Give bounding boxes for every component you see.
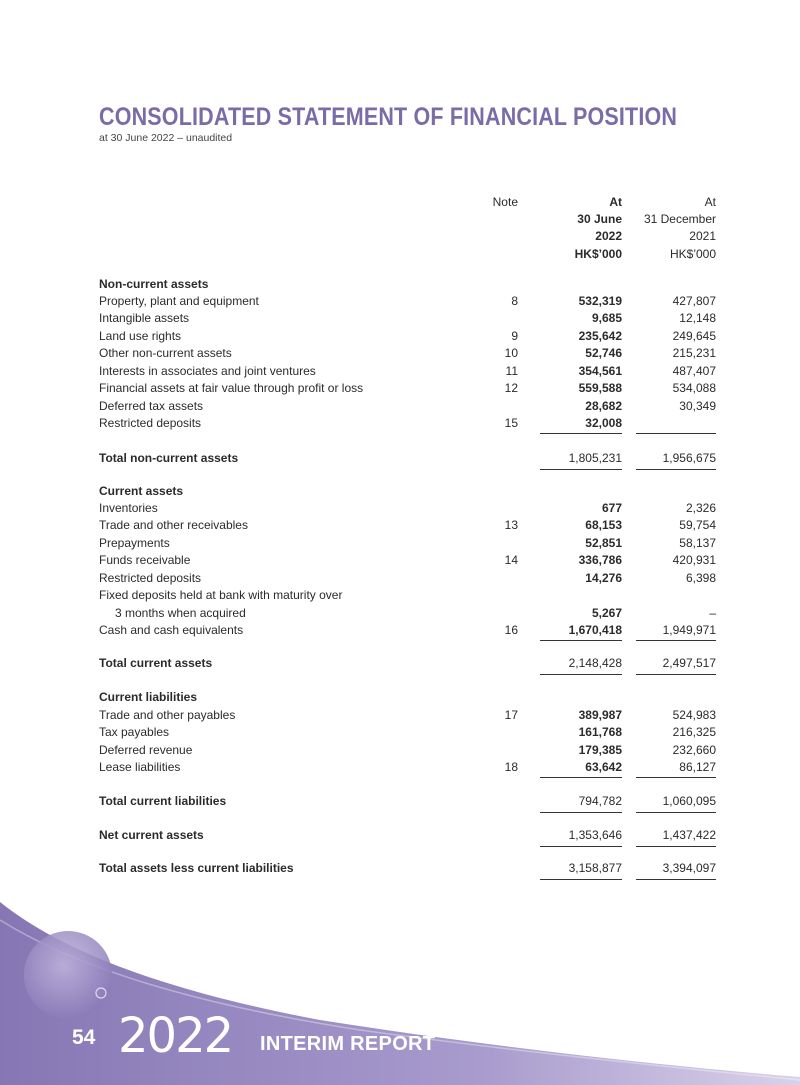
- current-column-header-line1: At: [609, 195, 622, 209]
- total-rule: [540, 469, 622, 470]
- row-prior-value: 524,983: [672, 708, 716, 722]
- row-note: 8: [511, 294, 518, 308]
- row-prior-value: 420,931: [672, 553, 716, 567]
- total-row: [0, 827, 800, 844]
- section-heading: [0, 689, 800, 706]
- row-note: 10: [504, 346, 518, 360]
- column-header-row-4: [0, 246, 800, 263]
- total-rule: [636, 812, 716, 813]
- total-rule: [540, 812, 622, 813]
- table-row: [0, 517, 800, 534]
- current-column-header-line2: 30 June: [577, 212, 622, 226]
- row-current-value: 9,685: [591, 311, 622, 325]
- prior-column-header-line1: At: [704, 195, 716, 209]
- report-label: INTERIM REPORT: [260, 1033, 436, 1055]
- total-current-value: 794,782: [578, 794, 622, 808]
- total-label: Total non-current assets: [99, 451, 239, 465]
- current-column-header-line4: HK$’000: [574, 247, 622, 261]
- subtotal-rule: [636, 433, 716, 434]
- prior-column-header-line3: 2021: [689, 229, 716, 243]
- row-label: Financial assets at fair value through profit or loss: [99, 381, 364, 395]
- row-label: Trade and other payables: [99, 708, 236, 722]
- row-label: Interests in associates and joint ventures: [99, 364, 316, 378]
- total-row: [0, 860, 800, 877]
- total-rule: [636, 469, 716, 470]
- row-label: Property, plant and equipment: [99, 294, 259, 308]
- row-label: Land use rights: [99, 329, 182, 343]
- total-prior-value: 2,497,517: [662, 656, 716, 670]
- row-current-value: 532,319: [578, 294, 622, 308]
- table-row: [0, 587, 800, 604]
- table-row: [0, 398, 800, 415]
- total-rule: [636, 674, 716, 675]
- table-row: [0, 415, 800, 432]
- row-current-value: 161,768: [578, 725, 622, 739]
- table-row: [0, 380, 800, 397]
- row-label: Intangible assets: [99, 311, 190, 325]
- row-label: Deferred tax assets: [99, 399, 204, 413]
- section-heading-label: Current liabilities: [99, 690, 198, 704]
- prior-column-header-line2: 31 December: [643, 212, 716, 226]
- row-label: Inventories: [99, 501, 158, 515]
- total-prior-value: 3,394,097: [662, 861, 716, 875]
- total-label: Total assets less current liabilities: [99, 861, 294, 875]
- row-current-value: 32,008: [585, 416, 622, 430]
- row-prior-value: 2,326: [685, 501, 716, 515]
- row-note: 12: [504, 381, 518, 395]
- row-prior-value: 487,407: [672, 364, 716, 378]
- table-row: [0, 605, 800, 622]
- row-prior-value: 232,660: [672, 743, 716, 757]
- row-current-value: 28,682: [585, 399, 622, 413]
- decorative-orb: [24, 931, 112, 1019]
- total-rule: [636, 846, 716, 847]
- row-current-value: 179,385: [578, 743, 622, 757]
- table-row: [0, 742, 800, 759]
- row-current-value: 52,851: [585, 536, 622, 550]
- table-row: [0, 310, 800, 327]
- row-current-value: 68,153: [585, 518, 622, 532]
- row-prior-value: 6,398: [685, 571, 716, 585]
- row-prior-value: 59,754: [679, 518, 716, 532]
- row-prior-value: 216,325: [672, 725, 716, 739]
- total-row: [0, 655, 800, 672]
- row-current-value: 63,642: [585, 760, 622, 774]
- table-row: [0, 622, 800, 639]
- total-row: [0, 450, 800, 467]
- row-label: Lease liabilities: [99, 760, 181, 774]
- table-row: [0, 724, 800, 741]
- row-note: 17: [504, 708, 518, 722]
- table-row: [0, 500, 800, 517]
- row-current-value: 677: [601, 501, 622, 515]
- column-header-row-2: [0, 211, 800, 228]
- row-prior-value: 86,127: [679, 760, 716, 774]
- row-prior-value: 427,807: [672, 294, 716, 308]
- total-rule: [540, 846, 622, 847]
- row-label: Restricted deposits: [99, 571, 202, 585]
- row-label: Trade and other receivables: [99, 518, 248, 532]
- table-row: [0, 363, 800, 380]
- total-current-value: 1,353,646: [568, 828, 622, 842]
- table-row: [0, 535, 800, 552]
- row-label: Prepayments: [99, 536, 170, 550]
- row-current-value: 235,642: [578, 329, 622, 343]
- row-label: Fixed deposits held at bank with maturity over: [99, 588, 343, 602]
- row-prior-value: 12,148: [679, 311, 716, 325]
- subtotal-rule: [540, 640, 622, 641]
- report-year: 2022: [118, 1008, 233, 1064]
- total-prior-value: 1,956,675: [662, 451, 716, 465]
- row-current-value: 336,786: [578, 553, 622, 567]
- row-note: 13: [504, 518, 518, 532]
- row-current-value: 559,588: [578, 381, 622, 395]
- total-prior-value: 1,437,422: [662, 828, 716, 842]
- subtotal-rule: [540, 433, 622, 434]
- row-current-value: 389,987: [578, 708, 622, 722]
- total-prior-value: 1,060,095: [662, 794, 716, 808]
- note-column-header: Note: [492, 195, 518, 209]
- section-heading-label: Non-current assets: [99, 277, 209, 291]
- table-row: [0, 570, 800, 587]
- row-note: 14: [504, 553, 518, 567]
- row-label: Tax payables: [99, 725, 170, 739]
- total-rule: [540, 674, 622, 675]
- total-row: [0, 793, 800, 810]
- row-prior-value: 1,949,971: [662, 623, 716, 637]
- row-note: 11: [505, 364, 518, 378]
- page-number: 54: [72, 1026, 96, 1049]
- total-label: Total current liabilities: [99, 794, 227, 808]
- table-row: [0, 552, 800, 569]
- row-label: Cash and cash equivalents: [99, 623, 244, 637]
- row-note: 9: [511, 329, 518, 343]
- row-current-value: 354,561: [578, 364, 622, 378]
- subtotal-rule: [636, 777, 716, 778]
- table-row: [0, 345, 800, 362]
- row-prior-value: 215,231: [672, 346, 716, 360]
- page-title: CONSOLIDATED STATEMENT OF FINANCIAL POSITION: [99, 103, 678, 131]
- total-current-value: 2,148,428: [568, 656, 622, 670]
- row-label: Restricted deposits: [99, 416, 202, 430]
- section-heading-label: Current assets: [99, 484, 184, 498]
- row-label: Funds receivable: [99, 553, 191, 567]
- row-prior-value: 30,349: [679, 399, 716, 413]
- table-row: [0, 328, 800, 345]
- row-current-value: 1,670,418: [568, 623, 622, 637]
- row-label: Deferred revenue: [99, 743, 193, 757]
- row-note: 18: [504, 760, 518, 774]
- row-current-value: 14,276: [585, 571, 622, 585]
- total-label: Net current assets: [99, 828, 204, 842]
- subtotal-rule: [636, 640, 716, 641]
- row-note: 15: [504, 416, 518, 430]
- column-header-row-3: [0, 228, 800, 245]
- total-label: Total current assets: [99, 656, 213, 670]
- total-current-value: 3,158,877: [568, 861, 622, 875]
- prior-column-header-line4: HK$’000: [669, 247, 716, 261]
- row-prior-value: 58,137: [679, 536, 716, 550]
- section-heading: [0, 483, 800, 500]
- row-prior-value: 249,645: [672, 329, 716, 343]
- row-current-value: 5,267: [591, 606, 622, 620]
- row-prior-value: 534,088: [672, 381, 716, 395]
- table-row: [0, 707, 800, 724]
- row-current-value: 52,746: [585, 346, 622, 360]
- subtotal-rule: [540, 777, 622, 778]
- row-label: Other non-current assets: [99, 346, 232, 360]
- table-row: [0, 293, 800, 310]
- row-prior-value: –: [709, 606, 716, 620]
- row-label: 3 months when acquired: [115, 606, 246, 620]
- column-header-row-1: [0, 194, 800, 211]
- current-column-header-line3: 2022: [595, 229, 622, 243]
- table-row: [0, 759, 800, 776]
- page-subtitle: at 30 June 2022 – unaudited: [99, 132, 233, 144]
- total-current-value: 1,805,231: [568, 451, 622, 465]
- row-note: 16: [504, 623, 518, 637]
- section-heading: [0, 276, 800, 293]
